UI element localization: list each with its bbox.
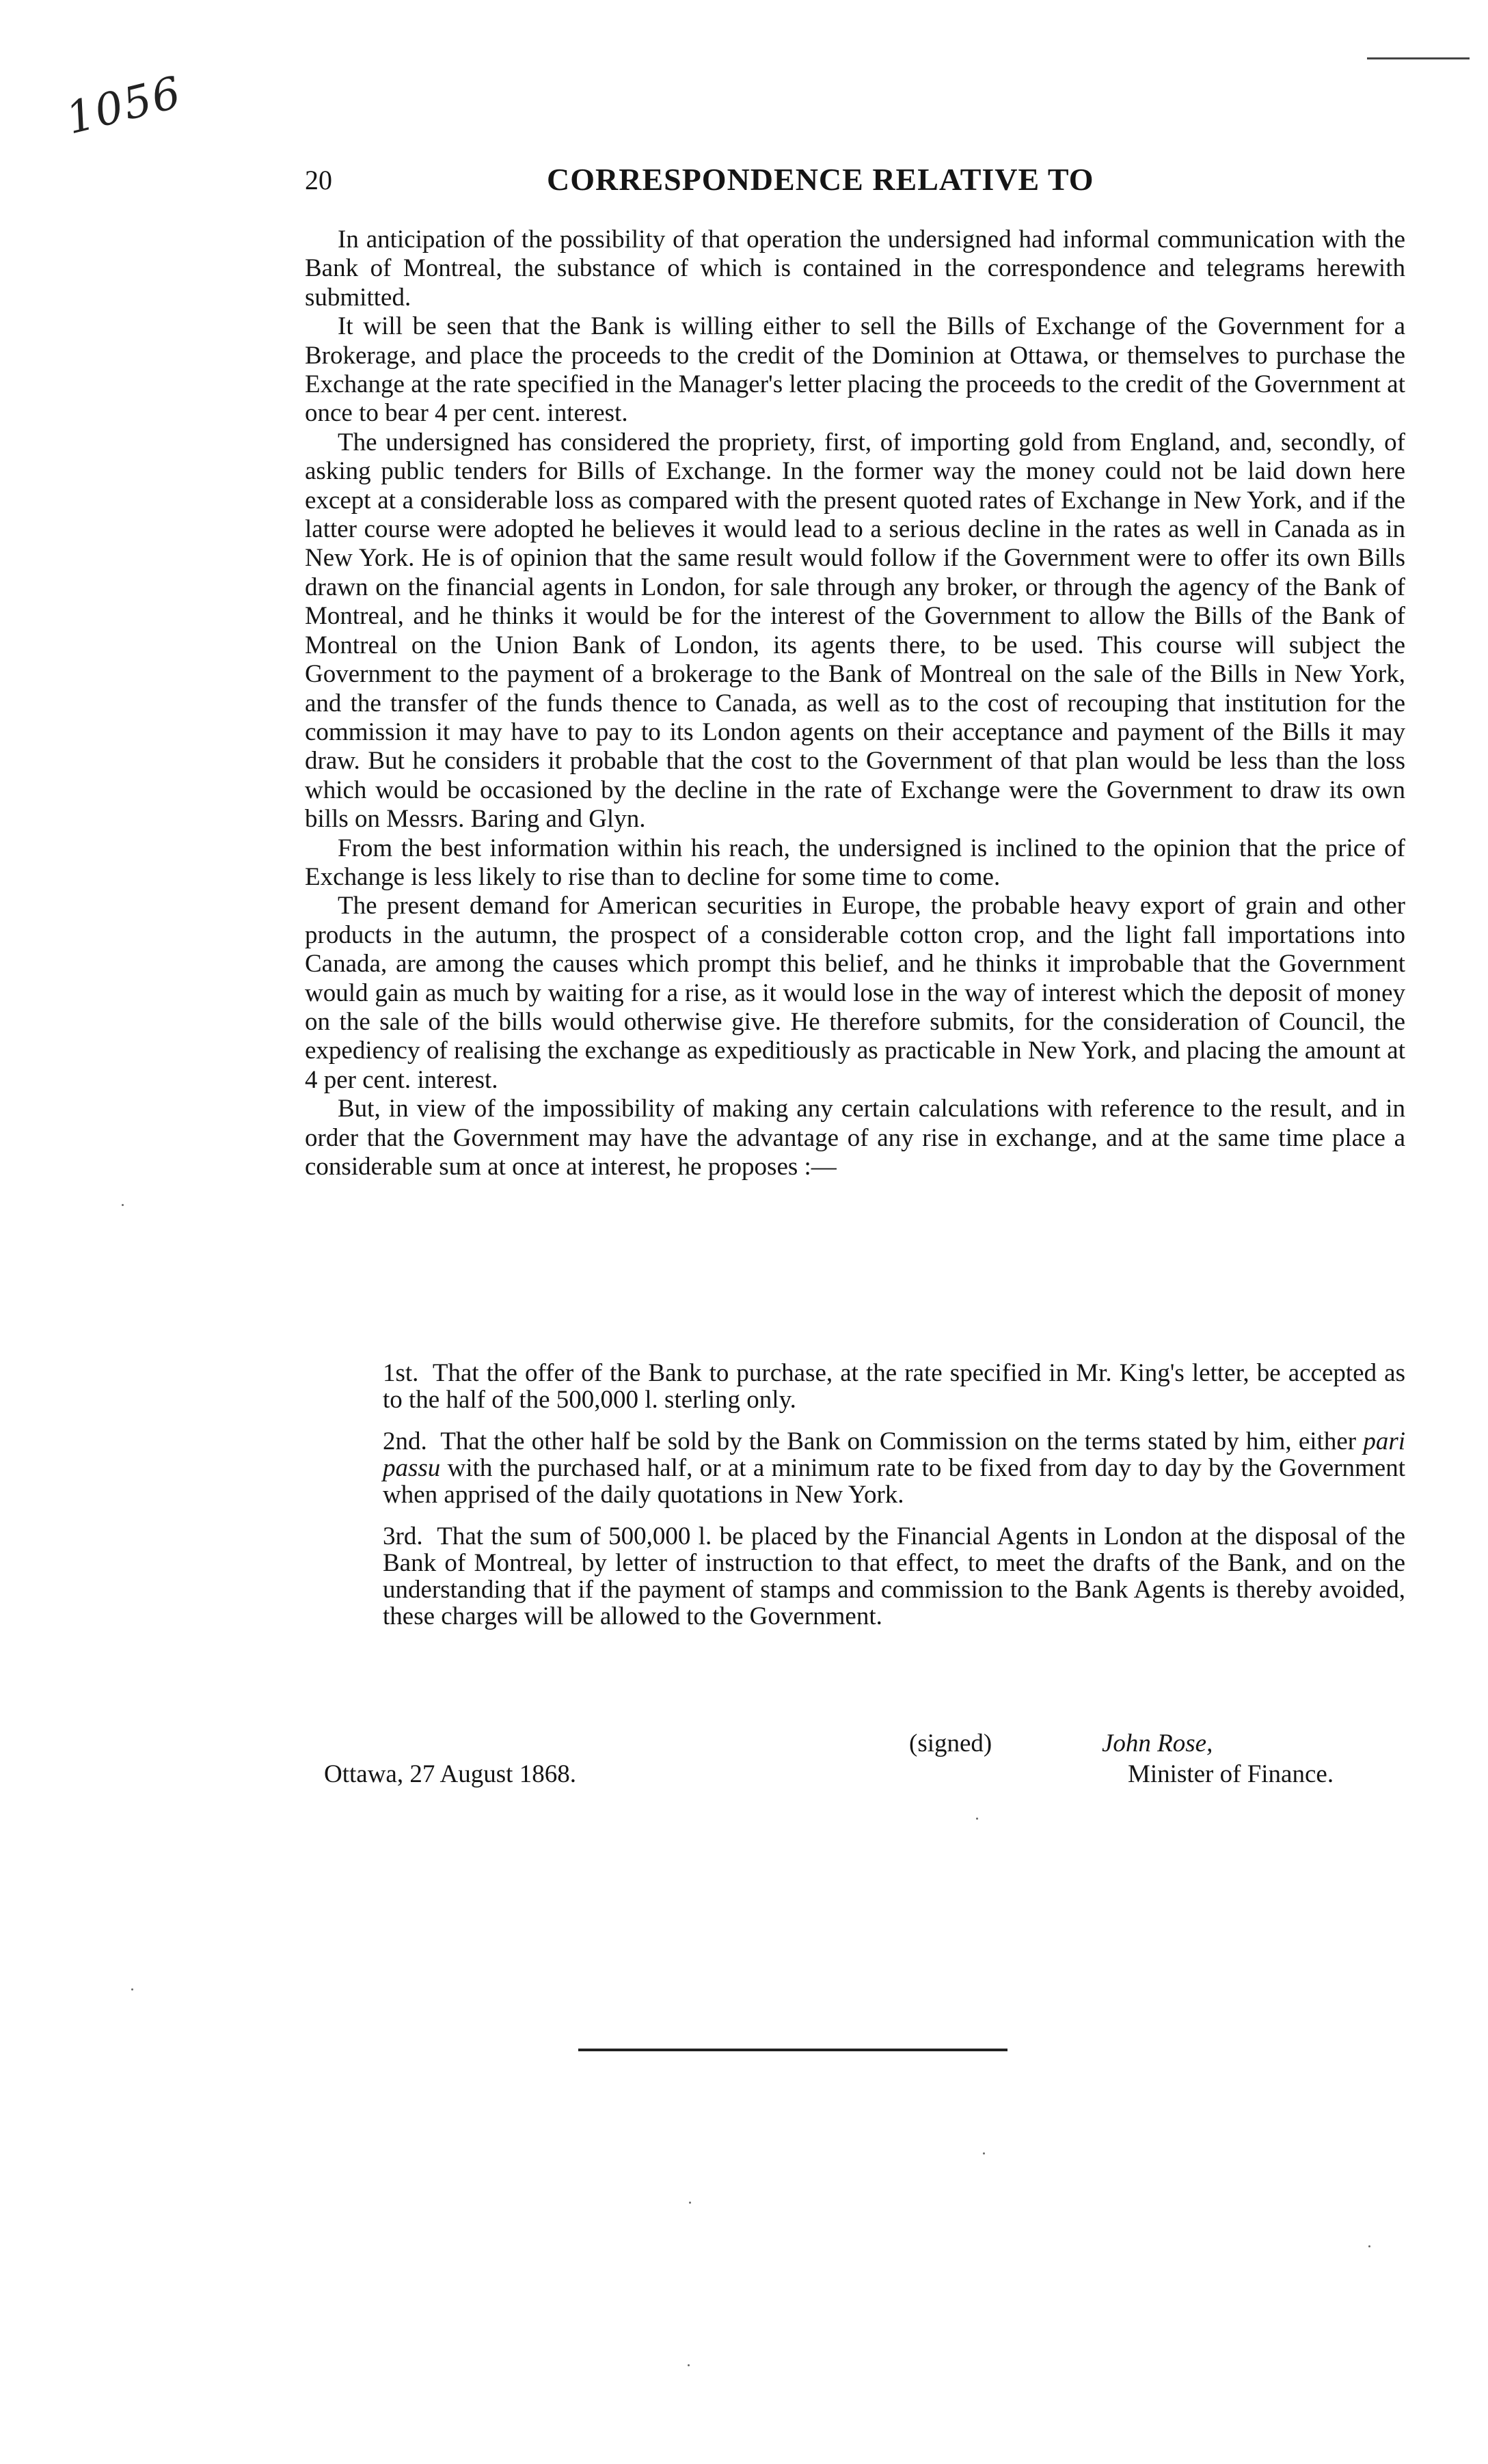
paper-speck [122,1204,124,1206]
proposal-text: That the other half be sold by the Bank on Commission on the terms stated by him, either [440,1427,1357,1455]
paragraph: The undersigned has considered the propriety, first, of importing gold from England, and, secondly, of asking public tenders for Bills of Exchange. In the former way the money could not be laid down here except at a considerable loss as compared with the present quoted rates of Exchange in New York, and if the latter course were adopted he believes it would lead to a serious decline in the rates as well in Canada as in New York. He is of opinion that the same result would follow if the Government were to offer its own Bills drawn on the financial agents in London, for sale through any broker, or through the agency of the Bank of Montreal, and he thinks it would be for the interest of the Government to allow the Bills of the Bank of Montreal on the Union Bank of London, its agents there, to be used. This course will subject the Government to the payment of a brokerage to the Bank of Montreal on the sale of the Bills in New York, and the transfer of the funds thence to Canada, as well as to the cost of recouping that institution for the commission it may have to pay to its London agents on their acceptance and payment of the Bills it may draw. But he considers it probable that the cost to the Government of that plan would be less than the loss which would be occasioned by the decline in the rate of Exchange were the Government to draw its own bills on Messrs. Baring and Glyn. [305,428,1405,834]
paper-speck [689,2202,691,2204]
signer-name: John Rose, [1102,1729,1213,1757]
paper-speck [1368,2245,1370,2247]
proposals-list [383,1360,1405,1645]
body-text [305,225,1405,1181]
signed-label: (signed) [909,1729,992,1757]
paper-speck [976,1818,978,1820]
proposal-text: That the offer of the Bank to purchase, at the rate specified in Mr. King's letter, be accepted as to the half of the 500,000 l. sterling only. [383,1359,1405,1414]
paragraph: In anticipation of the possibility of that operation the undersigned had informal communication with the Bank of Montreal, the substance of which is contained in the correspondence and telegrams herewith submitted. [305,225,1405,312]
proposal-italic-phrase: pari passu [383,1427,1406,1482]
closing-rule [578,2049,1007,2051]
handwritten-page-note: 1056 [61,67,187,145]
place-and-date: Ottawa, 27 August 1868. [324,1760,576,1788]
proposal-item [383,1523,1405,1630]
paragraph: But, in view of the impossibility of making any certain calculations with reference to the result, and in order that the Government may have the advantage of any rise in exchange, and at the same time place a considerable sum at once at interest, he proposes :— [305,1095,1405,1181]
paragraph: From the best information within his reach, the undersigned is inclined to the opinion that the price of Exchange is less likely to rise than to decline for some time to come. [305,834,1405,891]
proposal-item [383,1428,1405,1508]
proposal-number: 2nd. [383,1427,427,1455]
paper-speck [688,2364,690,2366]
page-number: 20 [305,165,332,195]
paragraph: It will be seen that the Bank is willing either to sell the Bills of Exchange of the Government for a Brokerage, and place the proceeds to the credit of the Dominion at Ottawa, or themselves to purchase the Exchange at the rate specified in the Manager's letter placing the proceeds to the credit of the Government at once to bear 4 per cent. interest. [305,312,1405,428]
running-head: CORRESPONDENCE RELATIVE TO [547,162,1094,197]
proposal-number: 3rd. [383,1522,423,1550]
top-margin-rule [1367,57,1470,59]
proposal-text: That the sum of 500,000 l. be placed by the Financial Agents in London at the disposal of the Bank of Montreal, by letter of instruction to that effect, to meet the drafts of the Bank, and on the understanding that if the payment of stamps and commission to the Bank Agents is thereby avoided, these charges will be allowed to the Government. [383,1522,1405,1630]
proposal-item [383,1360,1405,1413]
signer-title: Minister of Finance. [1128,1760,1334,1788]
proposal-text: with the purchased half, or at a minimum rate to be fixed from day to day by the Government when apprised of the daily quotations in New York. [383,1454,1405,1509]
paragraph: The present demand for American securities in Europe, the probable heavy export of grain and other products in the autumn, the prospect of a considerable cotton crop, and the light fall importations into Canada, are among the causes which prompt this belief, and he thinks it improbable that the Government would gain as much by waiting for a rise, as it would lose in the way of interest which the deposit of money on the sale of the bills would otherwise give. He therefore submits, for the consideration of Council, the expediency of realising the exchange as expeditiously as practicable in New York, and placing the amount at 4 per cent. interest. [305,892,1405,1094]
paper-speck [131,1988,133,1990]
proposal-number: 1st. [383,1359,419,1387]
paper-speck [983,2152,985,2154]
